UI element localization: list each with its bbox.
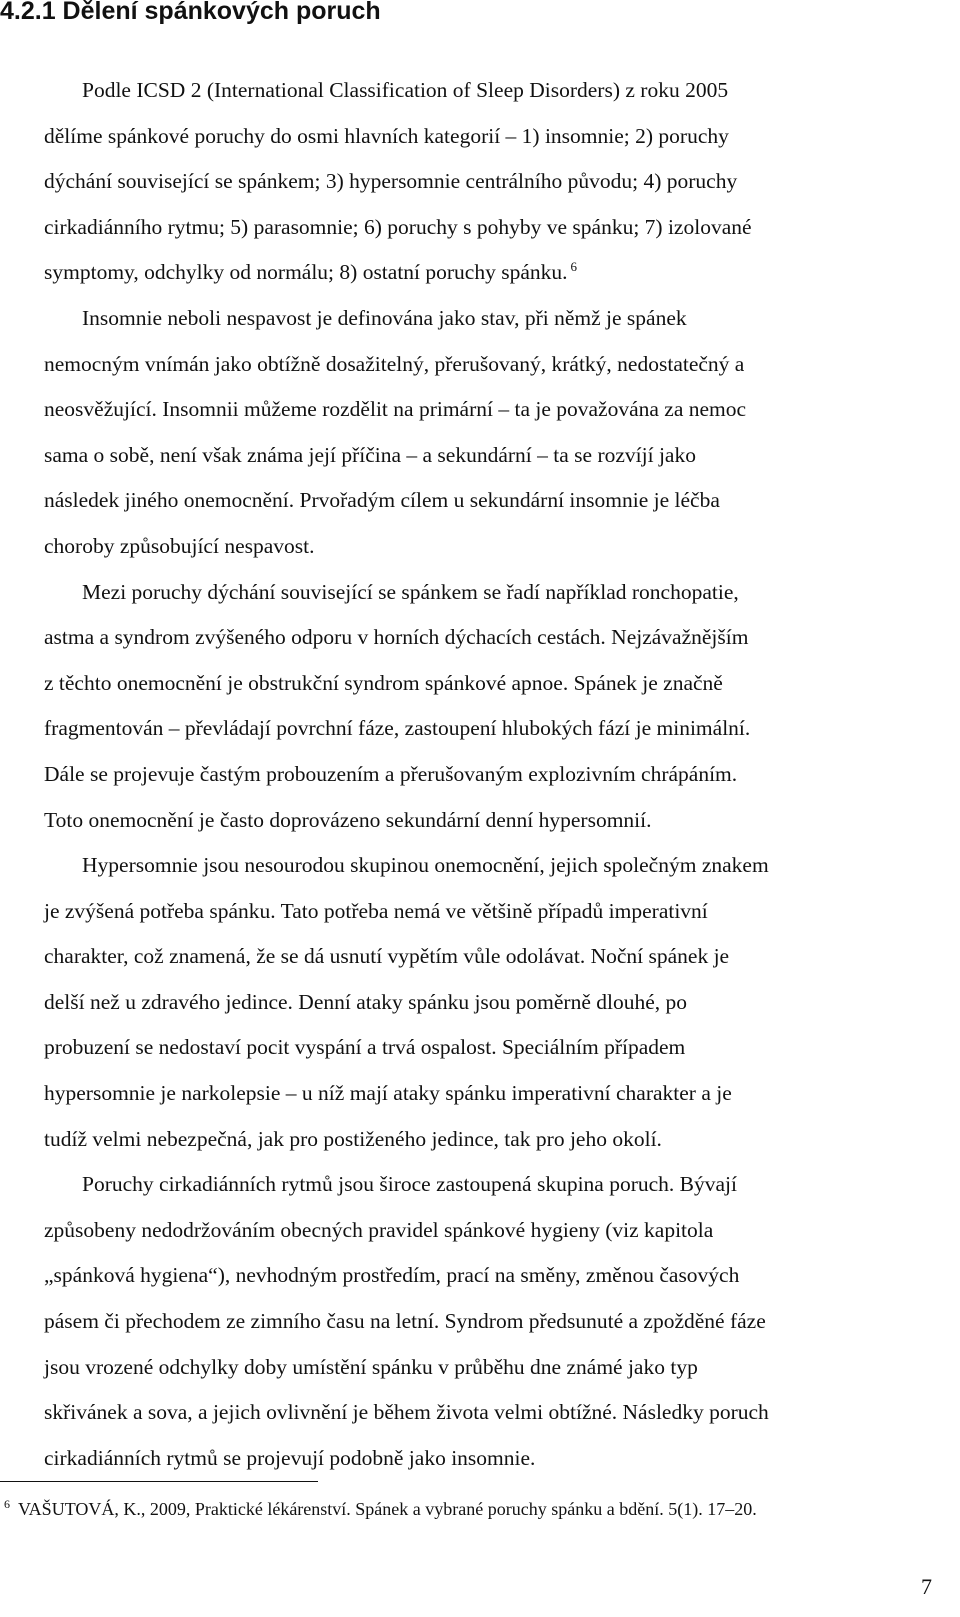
section-heading: 4.2.1 Dělení spánkových poruch [0, 0, 381, 25]
page-number: 7 [921, 1574, 932, 1599]
text-line: je zvýšená potřeba spánku. Tato potřeba nemá ve většině případů imperativní [44, 898, 708, 923]
text-line: nemocným vnímán jako obtížně dosažitelný, přerušovaný, krátký, nedostatečný a [44, 351, 745, 376]
text-line: Dále se projevuje častým probouzením a přerušovaným explozivním chrápáním. [44, 761, 738, 786]
text-line: cirkadiánního rytmu; 5) parasomnie; 6) poruchy s pohyby ve spánku; 7) izolované [44, 214, 752, 239]
footnote-reference: 6 [570, 259, 578, 275]
text-line: Mezi poruchy dýchání související se spánkem se řadí například ronchopatie, [82, 579, 739, 604]
text-line: neosvěžující. Insomnii můžeme rozdělit na primární – ta je považována za nemoc [44, 397, 747, 422]
footnote-divider [0, 1481, 318, 1482]
text-line: jsou vrozené odchylky doby umístění spánku v průběhu dne známé jako typ [44, 1354, 698, 1379]
text-line: z těchto onemocnění je obstrukční syndrom spánkové apnoe. Spánek je značně [44, 670, 723, 695]
text-line: Poruchy cirkadiánních rytmů jsou široce zastoupená skupina poruch. Bývají [82, 1172, 737, 1197]
text-line: delší než u zdravého jedince. Denní ataky spánku jsou poměrně dlouhé, po [44, 989, 688, 1014]
text-line: charakter, což znamená, že se dá usnutí vypětím vůle odolávat. Noční spánek je [44, 944, 730, 969]
footnote-number: 6 [4, 1497, 10, 1511]
text-line: probuzení se nedostaví pocit vyspání a trvá ospalost. Speciálním případem [44, 1035, 686, 1060]
text-line: sama o sobě, není však známa její příčina – a sekundární – ta se rozvíjí jako [44, 442, 696, 467]
text-line: cirkadiánních rytmů se projevují podobně jako insomnie. [44, 1445, 536, 1470]
text-line: Toto onemocnění je často doprovázeno sekundární denní hypersomnií. [44, 807, 652, 832]
text-line: choroby způsobující nespavost. [44, 533, 315, 558]
text-line: pásem či přechodem ze zimního času na letní. Syndrom předsunuté a zpožděné fáze [44, 1309, 766, 1334]
text-line: „spánková hygiena“), nevhodným prostředím, prací na směny, změnou časových [44, 1263, 740, 1288]
text-line: astma a syndrom zvýšeného odporu v horních dýchacích cestách. Nejzávažnějším [44, 625, 749, 650]
footnote [4, 1497, 757, 1521]
text-line: dělíme spánkové poruchy do osmi hlavních kategorií – 1) insomnie; 2) poruchy [44, 123, 729, 148]
text-line: skřivánek a sova, a jejich ovlivnění je během života velmi obtížné. Následky poruch [44, 1400, 769, 1425]
text-line: symptomy, odchylky od normálu; 8) ostatní poruchy spánku. [44, 260, 568, 285]
text-line: Hypersomnie jsou nesourodou skupinou onemocnění, jejich společným znakem [82, 853, 769, 878]
text-line: fragmentován – převládají povrchní fáze, zastoupení hlubokých fází je minimální. [44, 716, 751, 741]
footnote-text: VAŠUTOVÁ, K., 2009, Praktické lékárenství. Spánek a vybrané poruchy spánku a bdění. 5(1). 17–20. [18, 1499, 757, 1519]
text-line: způsobeny nedodržováním obecných pravidel spánkové hygieny (viz kapitola [44, 1217, 714, 1242]
text-line: tudíž velmi nebezpečná, jak pro postiženého jedince, tak pro jeho okolí. [44, 1126, 662, 1151]
text-line: hypersomnie je narkolepsie – u níž mají ataky spánku imperativní charakter a je [44, 1081, 732, 1106]
text-line: následek jiného onemocnění. Prvořadým cílem u sekundární insomnie je léčba [44, 488, 720, 513]
text-line: Insomnie neboli nespavost je definována jako stav, při němž je spánek [82, 305, 687, 330]
text-line: dýchání související se spánkem; 3) hypersomnie centrálního původu; 4) poruchy [44, 169, 738, 194]
text-line: Podle ICSD 2 (International Classification of Sleep Disorders) z roku 2005 [82, 78, 729, 102]
body-text [44, 68, 924, 1481]
text-line-with-footnote [44, 250, 924, 296]
